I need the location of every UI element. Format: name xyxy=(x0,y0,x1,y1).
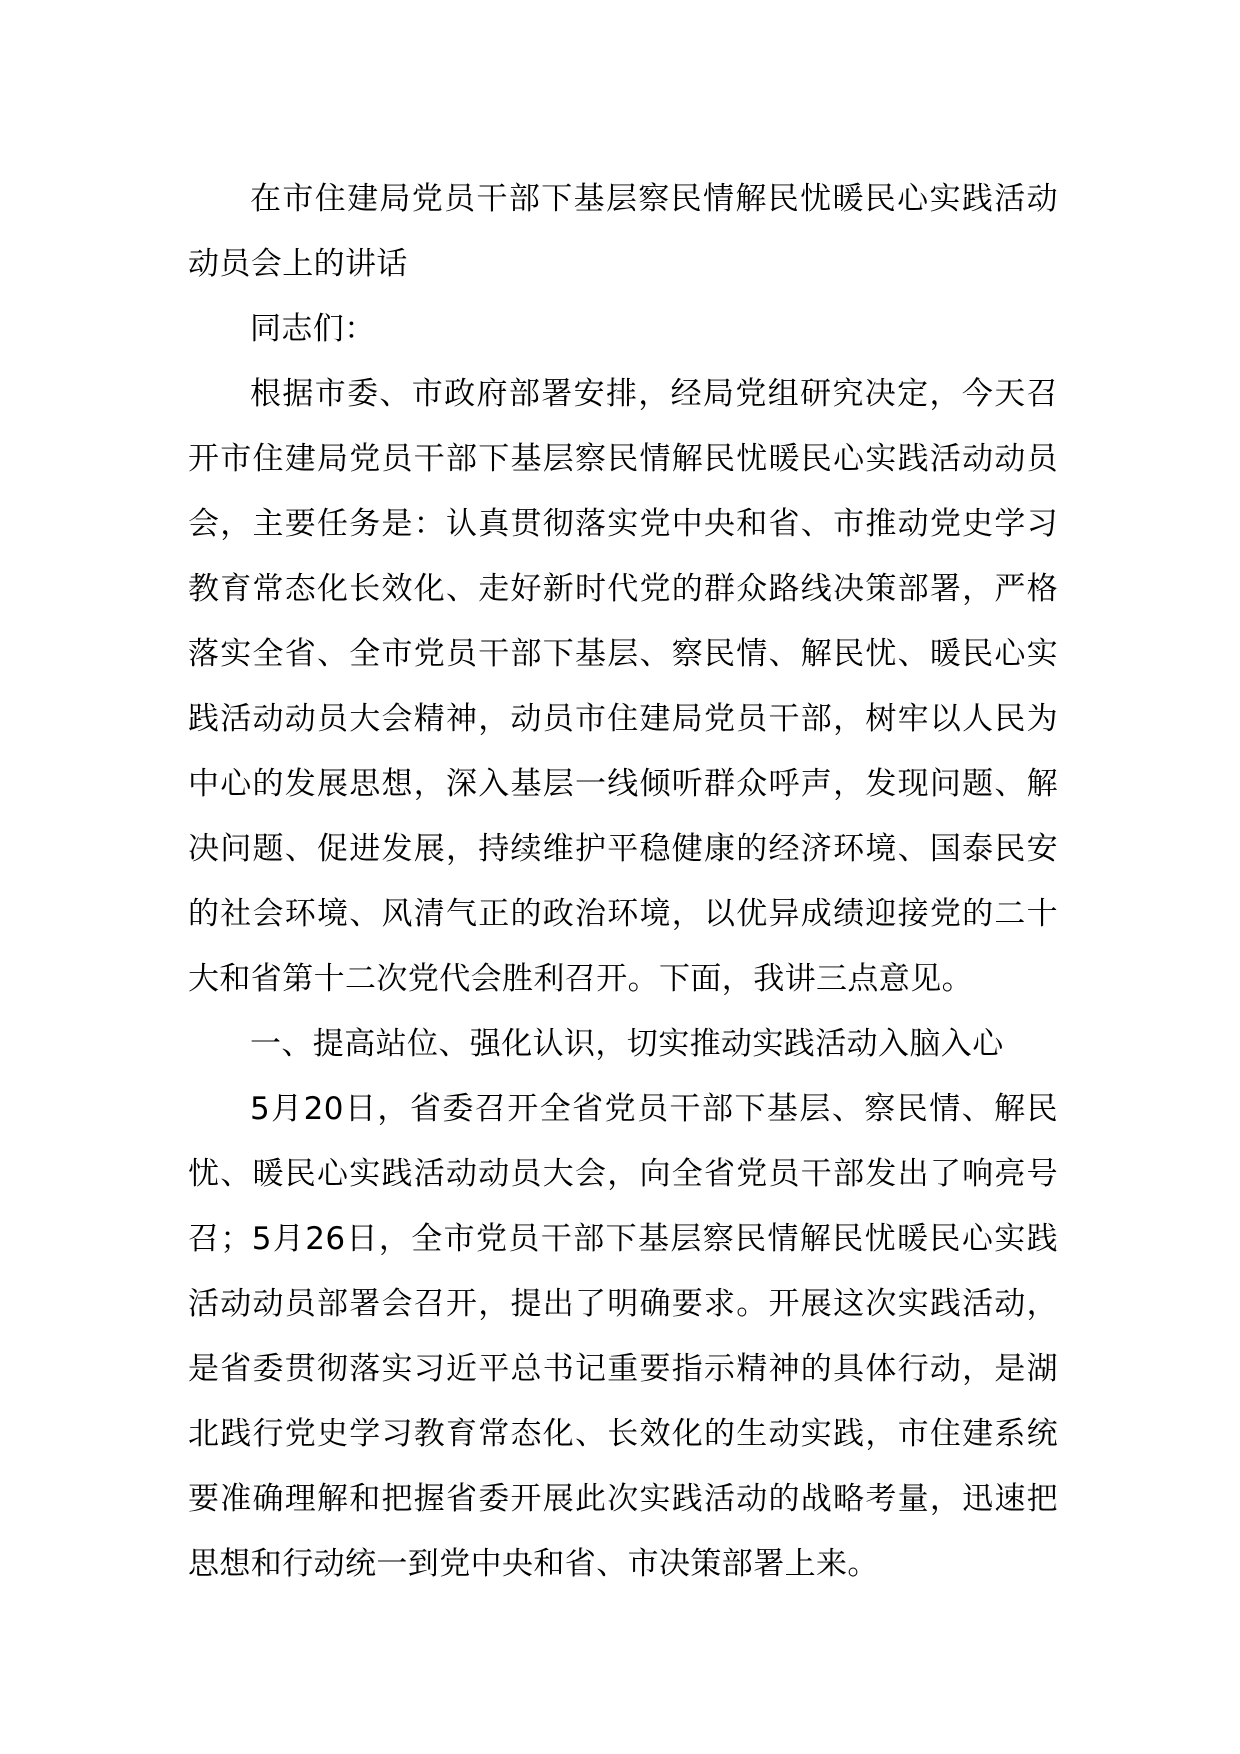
document-body xyxy=(188,167,1058,1597)
section-heading-1: 一、提高站位、强化认识，切实推动实践活动入脑入心 xyxy=(250,1026,1004,1062)
salutation: 同志们： xyxy=(250,311,376,347)
paragraph-section-1: 5月20日，省委召开全省党员干部下基层、察民情、解民忧、暖民心实践活动动员大会，向全省党员干部发出了响亮号召；5月26日，全市党员干部下基层察民情解民忧暖民心实践活动动员部署会召开，提出了明确要求。开展这次实践活动，是省委贯彻落实习近平总书记重要指示精神的具体行动，是湖北践行党史学习教育常态化、长效化的生动实践，市住建系统要准确理解和把握省委开展此次实践活动的战略考量，迅速把思想和行动统一到党中央和省、市决策部署上来。 xyxy=(188,1091,1058,1582)
document-title: 在市住建局党员干部下基层察民情解民忧暖民心实践活动动员会上的讲话 xyxy=(188,181,1058,282)
paragraph-intro: 根据市委、市政府部署安排，经局党组研究决定，今天召开市住建局党员干部下基层察民情解民忧暖民心实践活动动员会，主要任务是：认真贯彻落实党中央和省、市推动党史学习教育常态化长效化、走好新时代党的群众路线决策部署，严格落实全省、全市党员干部下基层、察民情、解民忧、暖民心实践活动动员大会精神，动员市住建局党员干部，树牢以人民为中心的发展思想，深入基层一线倾听群众呼声，发现问题、解决问题、促进发展，持续维护平稳健康的经济环境、国泰民安的社会环境、风清气正的政治环境，以优异成绩迎接党的二十大和省第十二次党代会胜利召开。下面，我讲三点意见。 xyxy=(188,376,1058,997)
